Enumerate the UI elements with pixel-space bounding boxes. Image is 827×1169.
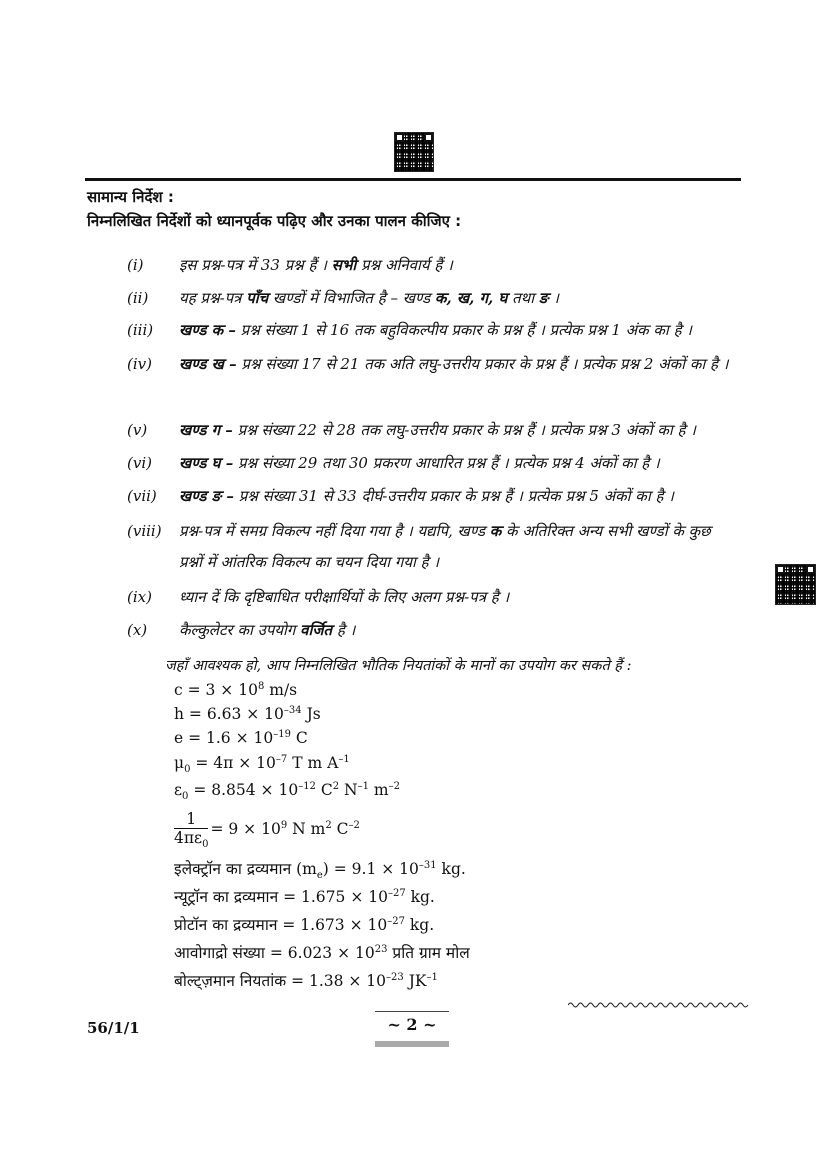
constant-epsilon0: $\varepsilon_0 = 8.854 \times 10^{-12}$ $C^2$ $N^{-1}$ $m^{-2}$	[174, 781, 400, 802]
instruction-item: (x) कैल्कुलेटर का उपयोग वर्जित है ।	[127, 615, 737, 646]
instruction-item: (iii) खण्ड क – प्रश्न संख्या 1 से 16 तक बहुविकल्पीय प्रकार के प्रश्न हैं । प्रत्येक प्रश्न 1 अंक का है ।	[127, 315, 737, 346]
page-number-bar	[375, 1041, 449, 1047]
constant-planck: $h = 6.63 \times 10^{-34}$ Js	[174, 705, 321, 723]
constant-boltzmann: बोल्ट्ज़मान नियतांक = $1.38 \times 10^{-23}$ $JK^{-1}$	[174, 972, 438, 990]
coulomb-fraction: $\frac{1}{4\pi\varepsilon_0}$	[174, 810, 209, 850]
instructions-intro: निम्नलिखित निर्देशों को ध्यानपूर्वक पढ़िए और उनका पालन कीजिए :	[87, 212, 462, 230]
item-number: (vi)	[127, 454, 152, 472]
constant-neutron-mass: न्यूट्रॉन का द्रव्यमान = $1.675 \times 10^{-27}$ kg.	[174, 888, 435, 906]
item-number: (i)	[127, 256, 144, 274]
item-number: (viii)	[127, 522, 162, 540]
instruction-item: (viii) प्रश्न-पत्र में समग्र विकल्प नहीं दिया गया है । यद्यपि, खण्ड क के अतिरिक्त अन्य सभी खण्डों के कुछ प्रश्नों में आंतरिक विकल्प का चयन दिया गया है ।	[127, 516, 737, 578]
item-number: (iv)	[127, 355, 152, 373]
constant-speed-of-light: $c = 3 \times 10^8$ m/s	[174, 681, 298, 699]
page-number-rule	[375, 1011, 449, 1012]
general-instructions-title: सामान्य निर्देश :	[87, 188, 174, 206]
qr-code-top	[395, 133, 433, 171]
qr-code-side	[776, 565, 815, 604]
item-number: (ii)	[127, 289, 149, 307]
instruction-item: (vi) खण्ड घ – प्रश्न संख्या 29 तथा 30 प्रकरण आधारित प्रश्न हैं । प्रत्येक प्रश्न 4 अंकों का है ।	[127, 448, 737, 479]
constant-electron-charge: $e = 1.6 \times 10^{-19}$ C	[174, 729, 308, 747]
constants-intro: जहाँ आवश्यक हो, आप निम्नलिखित भौतिक नियतांकों के मानों का उपयोग कर सकते हैं :	[165, 658, 632, 674]
constant-proton-mass: प्रोटॉन का द्रव्यमान = $1.673 \times 10^{-27}$ kg.	[174, 916, 435, 934]
instruction-item: (v) खण्ड ग – प्रश्न संख्या 22 से 28 तक लघु-उत्तरीय प्रकार के प्रश्न हैं । प्रत्येक प्रश्न 3 अंकों का है ।	[127, 415, 737, 446]
item-number: (iii)	[127, 321, 154, 339]
paper-code: 56/1/1	[87, 1019, 140, 1037]
constant-avogadro: आवोगाद्रो संख्या = $6.023 \times 10^{23}$ प्रति ग्राम मोल	[174, 944, 470, 962]
item-number: (vii)	[127, 487, 157, 505]
constant-coulomb: $\frac{1}{4\pi\varepsilon_0}$ = $9 \times 10^9$ N $m^2$ $C^{-2}$	[174, 810, 360, 850]
instruction-item: (vii) खण्ड ङ – प्रश्न संख्या 31 से 33 दीर्घ-उत्तरीय प्रकार के प्रश्न हैं । प्रत्येक प्रश्न 5 अंकों का है ।	[127, 481, 737, 512]
item-number: (x)	[127, 621, 148, 639]
item-number: (ix)	[127, 588, 152, 606]
end-squiggle	[568, 999, 748, 1011]
instruction-item: (iv) खण्ड ख – प्रश्न संख्या 17 से 21 तक अति लघु-उत्तरीय प्रकार के प्रश्न हैं । प्रत्येक प्रश्न 2 अंकों का है ।	[127, 349, 737, 380]
page-number: ~ 2 ~	[387, 1015, 437, 1034]
instruction-item: (i) इस प्रश्न-पत्र में 33 प्रश्न हैं । सभी प्रश्न अनिवार्य हैं ।	[127, 250, 737, 281]
constant-mu0: $\mu_0 = 4\pi \times 10^{-7}$ T m $A^{-1}$	[174, 754, 350, 775]
top-rule	[85, 178, 741, 181]
instruction-item: (ix) ध्यान दें कि दृष्टिबाधित परीक्षार्थियों के लिए अलग प्रश्न-पत्र है ।	[127, 582, 737, 613]
instruction-item: (ii) यह प्रश्न-पत्र पाँच खण्डों में विभाजित है – खण्ड क, ख, ग, घ तथा ङ ।	[127, 283, 737, 314]
item-number: (v)	[127, 421, 148, 439]
constant-electron-mass: इलेक्ट्रॉन का द्रव्यमान $(m_e) = 9.1 \times 10^{-31}$ kg.	[174, 860, 466, 881]
